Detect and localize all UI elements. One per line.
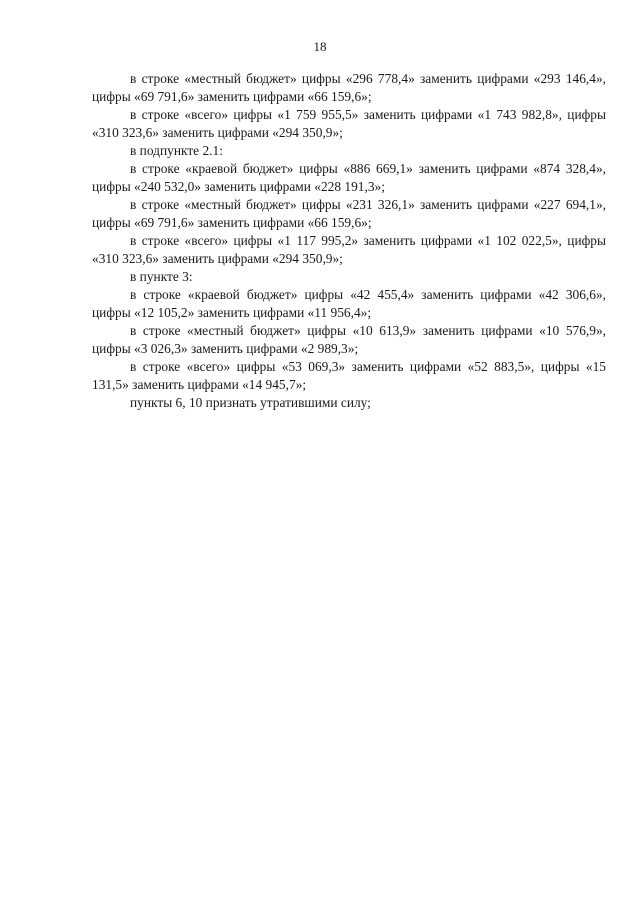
paragraph-total-2: в строке «всего» цифры «1 117 995,2» заменить цифрами «1 102 022,5», цифры «310 323,6» заменить цифрами «294 350,9»; bbox=[92, 233, 606, 266]
paragraph-point-3: в пункте 3: bbox=[130, 269, 193, 284]
paragraph-subpoint-2-1: в подпункте 2.1: bbox=[130, 143, 223, 158]
paragraph-points-6-10: пункты 6, 10 признать утратившими силу; bbox=[130, 395, 371, 410]
paragraph-local-budget-1: в строке «местный бюджет» цифры «296 778,4» заменить цифрами «293 146,4», цифры «69 791,6» заменить цифрами «66 159,6»; bbox=[92, 71, 606, 104]
paragraph-total-3: в строке «всего» цифры «53 069,3» заменить цифрами «52 883,5», цифры «15 131,5» заменить цифрами «14 945,7»; bbox=[92, 359, 606, 392]
page-number: 18 bbox=[313, 39, 327, 54]
paragraph-local-budget-3: в строке «местный бюджет» цифры «10 613,9» заменить цифрами «10 576,9», цифры «3 026,3» заменить цифрами «2 989,3»; bbox=[92, 323, 606, 356]
paragraph-local-budget-2: в строке «местный бюджет» цифры «231 326,1» заменить цифрами «227 694,1», цифры «69 791,6» заменить цифрами «66 159,6»; bbox=[92, 197, 606, 230]
document-body bbox=[92, 70, 606, 412]
paragraph-regional-budget-3: в строке «краевой бюджет» цифры «42 455,4» заменить цифрами «42 306,6», цифры «12 105,2» заменить цифрами «11 956,4»; bbox=[92, 287, 606, 320]
paragraph-total-1: в строке «всего» цифры «1 759 955,5» заменить цифрами «1 743 982,8», цифры «310 323,6» заменить цифрами «294 350,9»; bbox=[92, 107, 606, 140]
paragraph-regional-budget-2: в строке «краевой бюджет» цифры «886 669,1» заменить цифрами «874 328,4», цифры «240 532,0» заменить цифрами «228 191,3»; bbox=[92, 161, 606, 194]
